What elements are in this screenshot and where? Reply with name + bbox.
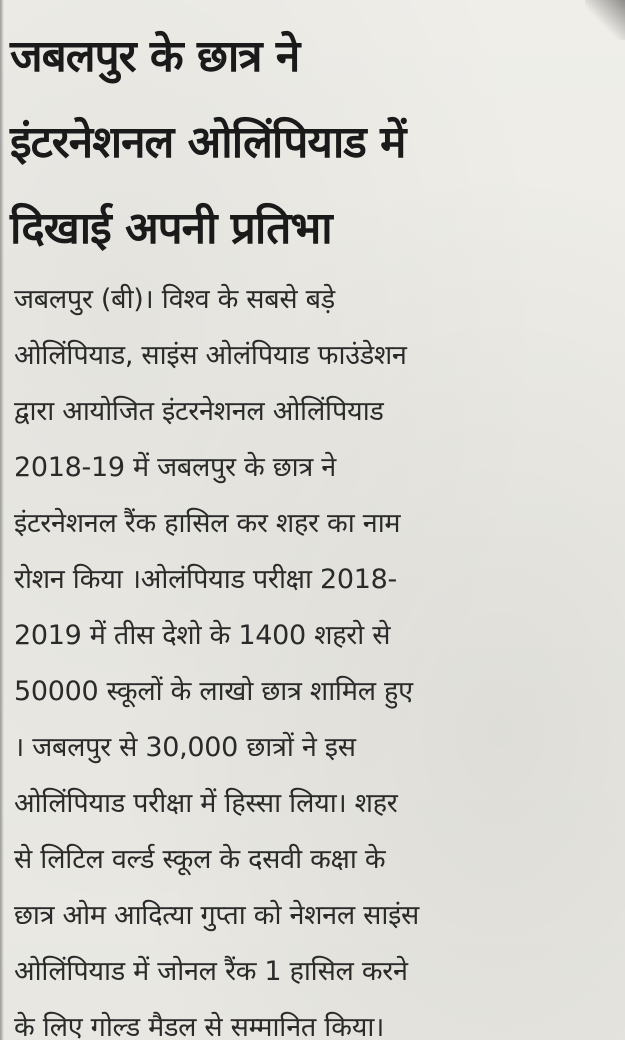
- article-line: के लिए गोल्ड मैडल से सम्मानित किया।: [14, 1012, 384, 1040]
- article-line: जबलपुर (बी)। विश्व के सबसे बड़े: [14, 284, 335, 315]
- headline-line: इंटरनेशनल ओलिंपियाड में: [10, 117, 406, 168]
- article-line: 2018-19 में जबलपुर के छात्र ने: [14, 452, 336, 483]
- article-body: [14, 272, 614, 1040]
- article-line: 50000 स्कूलों के लाखो छात्र शामिल हुए: [14, 676, 413, 707]
- headline-line: दिखाई अपनी प्रतिभा: [10, 203, 332, 254]
- article-line: ओलिंपियाड, साइंस ओलंपियाड फाउंडेशन: [14, 340, 407, 371]
- clipping-shadow-edge: [0, 0, 4, 1040]
- article-line: ओलिंपियाड में जोनल रैंक 1 हासिल करने: [14, 956, 408, 987]
- article-line: । जबलपुर से 30,000 छात्रों ने इस: [14, 732, 356, 763]
- article-line: द्वारा आयोजित इंटरनेशनल ओलिंपियाड: [14, 396, 384, 427]
- article-line: छात्र ओम आदित्या गुप्ता को नेशनल साइंस: [14, 900, 420, 931]
- article-line: इंटरनेशनल रैंक हासिल कर शहर का नाम: [14, 508, 401, 539]
- headline-line: जबलपुर के छात्र ने: [10, 31, 300, 82]
- article-line: से लिटिल वर्ल्ड स्कूल के दसवी कक्षा के: [14, 844, 386, 875]
- article-line: रोशन किया ।ओलंपियाड परीक्षा 2018-: [14, 564, 397, 595]
- article-line: 2019 में तीस देशो के 1400 शहरो से: [14, 620, 391, 651]
- headline: [10, 14, 615, 272]
- article-line: ओलिंपियाड परीक्षा में हिस्सा लिया। शहर: [14, 788, 398, 819]
